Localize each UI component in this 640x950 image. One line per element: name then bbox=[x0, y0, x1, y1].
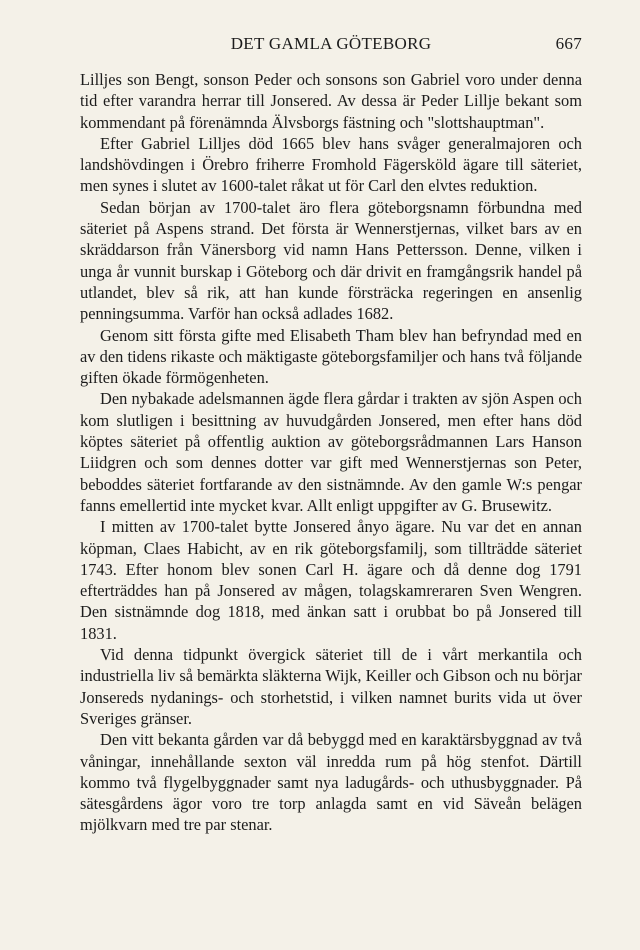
paragraph: I mitten av 1700-talet bytte Jonsered ånyo ägare. Nu var det en annan köpman, Claes Habicht, av en rik göteborgsfamilj, som tillträdde säteriet 1743. Efter honom blev sonen Carl H. ägare och då denne dog 1791 efterträddes han på Jonsered av mågen, tolagskamreraren Sven Wengren. Den sistnämnde dog 1818, med änkan satt i orubbat bo på Jonsered till 1831. bbox=[80, 517, 582, 643]
page-header bbox=[80, 34, 582, 58]
page-number: 667 bbox=[555, 34, 582, 53]
paragraph: Lilljes son Bengt, sonson Peder och sonsons son Gabriel voro under denna tid efter varandra herrar till Jonsered. Av dessa är Peder Lillje bekant som kommendant på förenämnda Älvsborgs fästning och "slottshauptman". bbox=[80, 70, 582, 132]
body-text bbox=[80, 69, 582, 836]
paragraph: Vid denna tidpunkt övergick säteriet till de i vårt merkantila och industriella liv så bemärkta släkterna Wijk, Keiller och Gibson och nu börjar Jonsereds nydanings- och storhetstid, i vilken namnet burits vida ut över Sveriges gränser. bbox=[80, 645, 582, 728]
paragraph: Den vitt bekanta gården var då bebyggd med en karaktärsbyggnad av två våningar, innehållande sexton väl inredda rum på hög stenfot. Därtill kommo två flygelbyggnader samt nya ladugårds- och uthusbyggnader. På sätesgårdens ägor voro tre torp anlagda samt en vid Säveån belägen mjölkvarn med tre par stenar. bbox=[80, 730, 582, 835]
running-title: DET GAMLA GÖTEBORG bbox=[230, 34, 432, 53]
paragraph: Genom sitt första gifte med Elisabeth Tham blev han befryndad med en av den tidens rikaste och mäktigaste göteborgsfamiljer och hans två följande giften ökade förmögenheten. bbox=[80, 325, 582, 388]
paragraph: Efter Gabriel Lilljes död 1665 blev hans svåger generalmajoren och landshövdingen i Örebro friherre Fromhold Fägersköld ägare till säteriet, men synes i slutet av 1600-talet råkat ut för Carl den elvtes reduktion. bbox=[80, 133, 582, 196]
paragraph: Sedan början av 1700-talet äro flera göteborgsnamn förbundna med säteriet på Aspens strand. Det första är Wennerstjernas, vilket bars av en skräddarson från Vänersborg vid namn Hans Pettersson. Denne, vilken i unga år vunnit burskap i Göteborg och där drivit en framgångsrik handel på utlandet, blev så rik, att han kunde försträcka regeringen en ansenlig penningsumma. Varför han också adlades 1682. bbox=[80, 197, 582, 324]
paragraph: Den nybakade adelsmannen ägde flera gårdar i trakten av sjön Aspen och kom slutligen i besittning av huvudgården Jonsered, men efter hans död köptes säteriet på offentlig auktion av göteborgsrådmannen Lars Hanson Liidgren och som dennes dotter var gift med Wennerstjernas son Peter, beboddes säteriet fortfarande av den sistnämnde. Av den gamle W:s pengar fanns emellertid inte mycket kvar. Allt enligt uppgifter av G. Brusewitz. bbox=[80, 389, 582, 515]
